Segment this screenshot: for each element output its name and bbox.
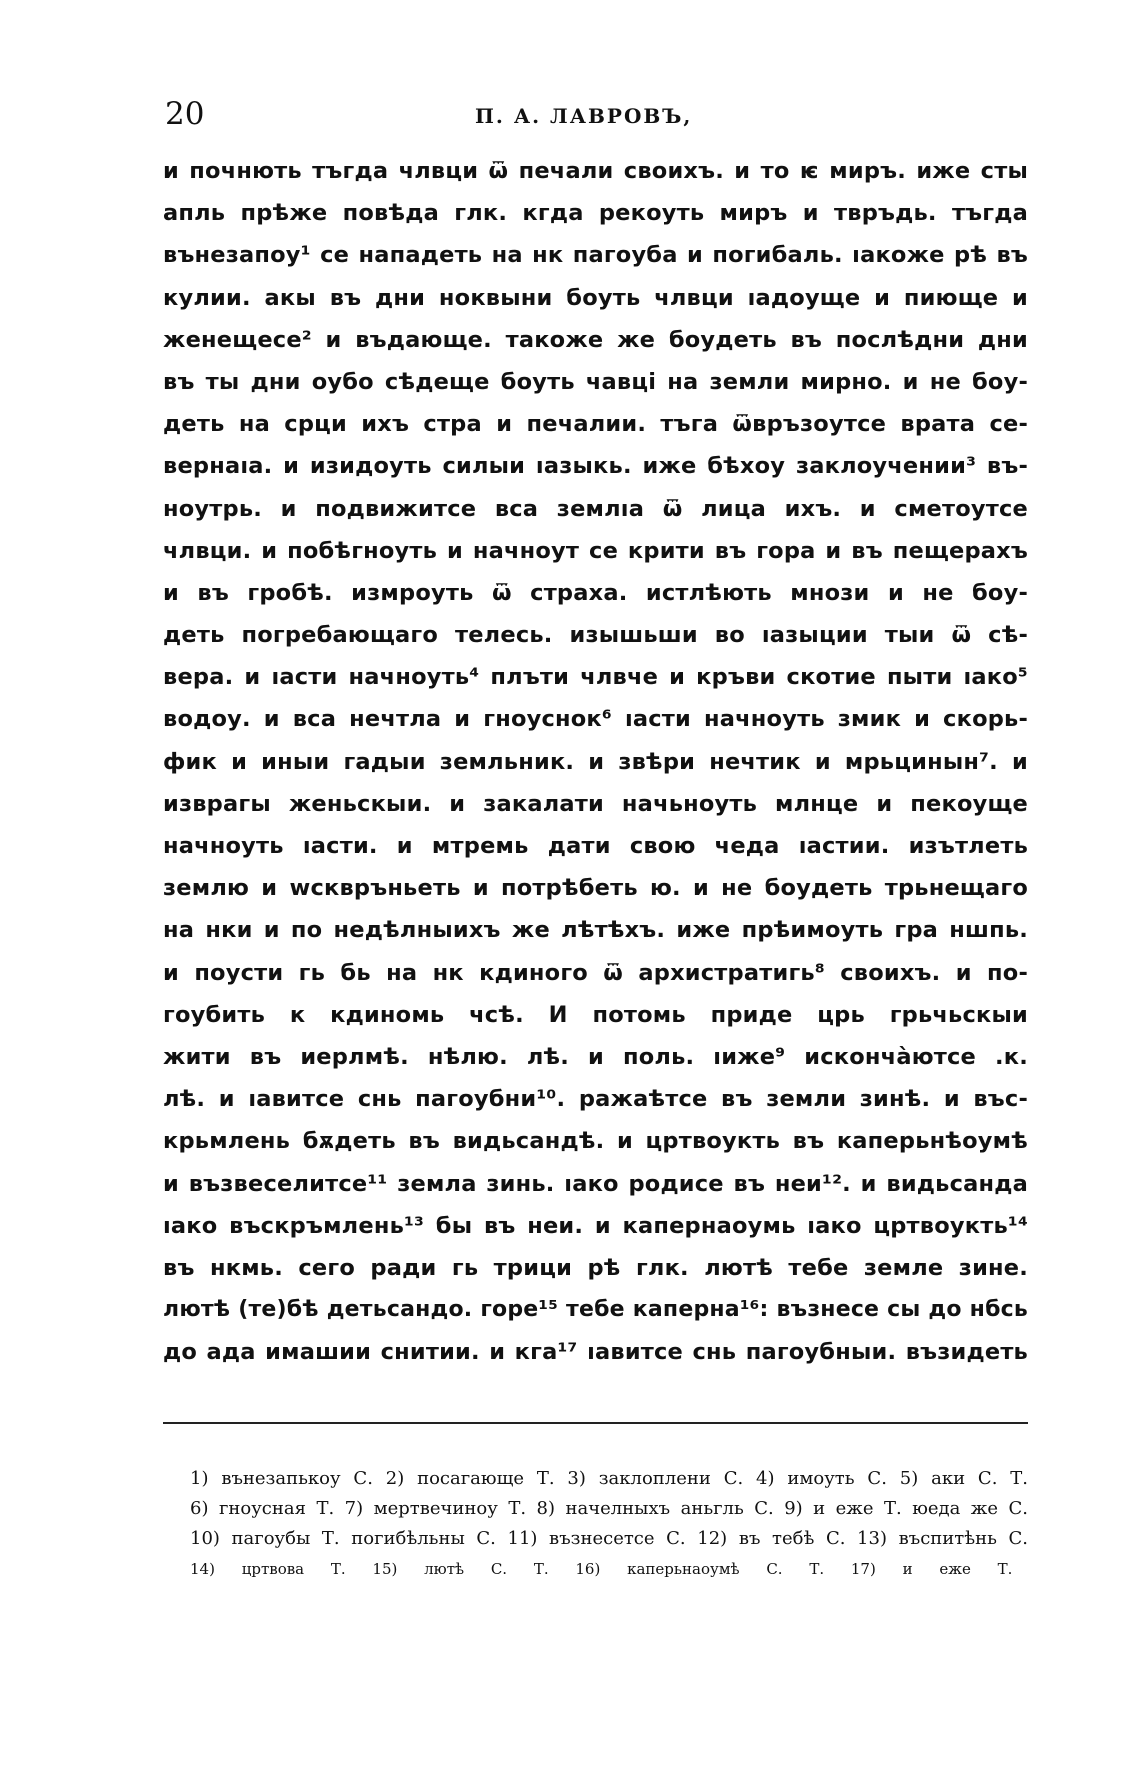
footnote-line: 1) вънезапькоу С. 2) посагающе Т. 3) заклоплени С. 4) имоуть С. 5) аки С. Т. bbox=[190, 1468, 1028, 1489]
text-line: гоубить к кдиномь чсѣ. И потомь приде црь грьчьскыи bbox=[163, 1001, 1028, 1028]
text-line: и почнють тъгда члвци ѿ печали своихъ. и то ѥ миръ. иже сты bbox=[163, 158, 1028, 184]
text-line: землю и wсквръньеть и потрѣбеть ю. и не боудеть трьнещаго bbox=[163, 875, 1028, 902]
text-line: деть на срци ихъ стра и печалии. тъга ѿвръзоутсе врата се- bbox=[163, 411, 1028, 438]
text-line: члвци. и побѣгноуть и начноут се крити въ гора и въ пещерахъ bbox=[163, 537, 1028, 564]
page-header bbox=[165, 96, 1025, 144]
footnote-line: 6) гноусная Т. 7) мертвечиноу Т. 8) начелныхъ аньгль С. 9) и еже Т. юеда же С. bbox=[190, 1498, 1028, 1519]
text-line: и поусти гь бь на нк кдиного ѿ архистратигь⁸ своихъ. и по- bbox=[163, 959, 1028, 986]
text-line: до ада имашии снитии. и кга¹⁷ ıавитсе снь пагоубныи. възидеть bbox=[163, 1339, 1028, 1366]
text-line: лѣ. и ıавитсе снь пагоубни¹⁰. ражаѣтсе въ земли зинѣ. и въс- bbox=[163, 1086, 1028, 1113]
text-line: изврагы женьскыи. и закалати начьноуть млнце и пекоуще bbox=[163, 790, 1028, 817]
text-line: на нки и по недѣлныихъ же лѣтѣхъ. иже прѣимоуть гра ншпь. bbox=[163, 917, 1028, 944]
text-line: кулии. акы въ дни ноквыни боуть члвци ıадоуще и пиюще и bbox=[163, 284, 1028, 311]
text-line: вънезапоу¹ се нападеть на нк пагоуба и погибаль. ıакоже рѣ въ bbox=[163, 242, 1028, 269]
running-head: П. А. ЛАВРОВЪ, bbox=[475, 104, 693, 128]
text-line: и въ гробѣ. измроуть ѿ страха. истлѣють мнози и не боу- bbox=[163, 579, 1028, 606]
footnote-divider bbox=[163, 1422, 1028, 1424]
text-line: женещесе² и въдающе. такоже же боудеть въ послѣдни дни bbox=[163, 326, 1028, 353]
footnotes bbox=[190, 1464, 1028, 1584]
text-line: начноуть ıасти. и мтремь дати свою чеда ıастии. изътлеть bbox=[163, 833, 1028, 859]
footnote-line: 14) цртвова Т. 15) лютѣ С. Т. 16) каперьнаоумѣ С. Т. 17) и еже Т. bbox=[190, 1560, 1013, 1578]
text-line: вернаıа. и изидоуть силыи ıазыкь. иже бѣхоу заклоучении³ въ- bbox=[163, 453, 1028, 480]
text-line: ноутрь. и подвижитсе вса землıа ѿ лица ихъ. и сметоутсе bbox=[163, 495, 1028, 522]
text-line: и възвеселитсе¹¹ земла зинь. ıако родисе въ неи¹². и видьсанда bbox=[163, 1170, 1028, 1197]
text-line: въ нкмь. сего ради гь трици рѣ глк. лютѣ тебе земле зине. bbox=[163, 1254, 1028, 1281]
text-line: крьмлень бѫдеть въ видьсандѣ. и цртвоукть въ каперьнѣоумѣ bbox=[163, 1128, 1028, 1155]
main-text bbox=[163, 150, 1028, 1373]
text-line: въ ты дни оубо сѣдеще боуть чавці на земли мирно. и не боу- bbox=[163, 368, 1028, 395]
text-line: лютѣ (те)бѣ детьсандо. горе¹⁵ тебе каперна¹⁶: възнесе сы до нбсь bbox=[163, 1297, 1028, 1323]
text-line: деть погребающаго телесь. изышьши во ıазыции тыи ѿ сѣ- bbox=[163, 622, 1028, 649]
text-line: водоу. и вса нечтла и гноуснок⁶ ıасти начноуть змик и скорь- bbox=[163, 706, 1028, 733]
text-line: вера. и ıасти начноуть⁴ плъти члвче и кръви скотие пыти ıако⁵ bbox=[163, 664, 1028, 691]
text-line: фик и иныи гадыи земльник. и звѣри нечтик и мрьцинын⁷. и bbox=[163, 748, 1028, 775]
page-number: 20 bbox=[165, 96, 205, 132]
footnote-line: 10) пагоубы Т. погибѣльны С. 11) възнесетсе С. 12) въ тебѣ С. 13) въспитѣнь С. bbox=[190, 1528, 1028, 1549]
text-line: жити въ иерлмѣ. нѣлю. лѣ. и поль. ıиже⁹ исконча̀ютсе .к. bbox=[163, 1043, 1028, 1070]
text-line: апль прѣже повѣда глк. кгда рекоуть миръ и твръдь. тъгда bbox=[163, 200, 1028, 227]
text-line: ıако въскръмлень¹³ бы въ неи. и капернаоумь ıако цртвоукть¹⁴ bbox=[163, 1212, 1028, 1239]
